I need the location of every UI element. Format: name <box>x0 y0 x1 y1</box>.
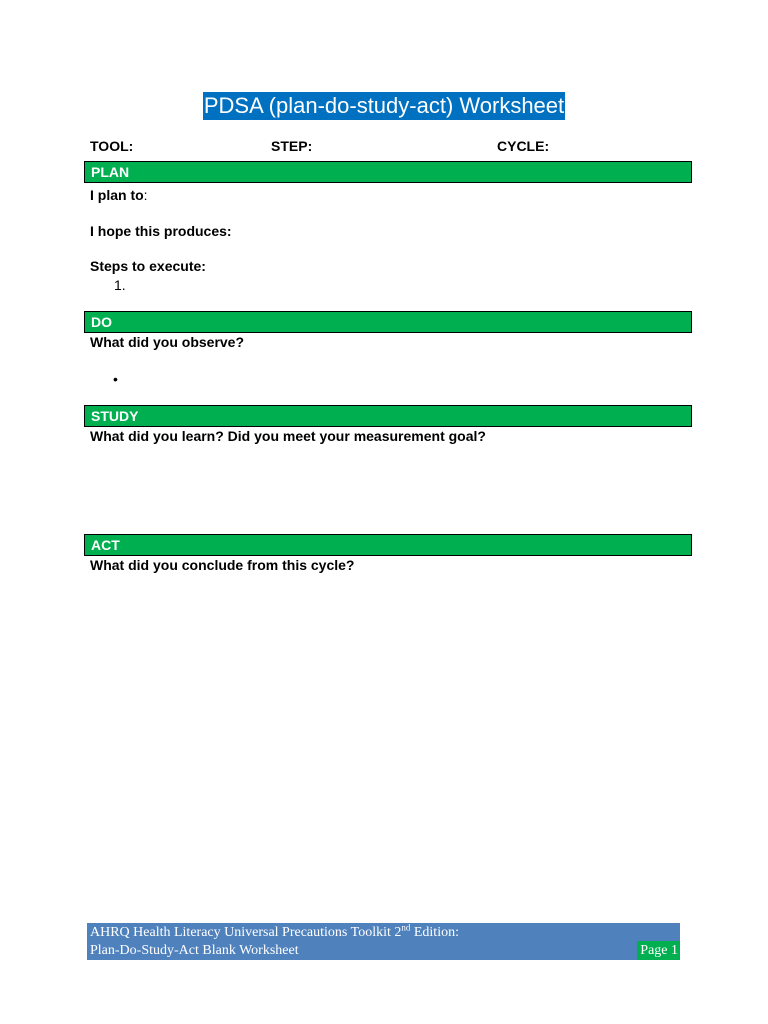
page-footer <box>87 923 680 960</box>
section-header-plan: PLAN <box>84 161 692 183</box>
title-container <box>0 92 768 120</box>
cycle-label: CYCLE: <box>497 138 550 154</box>
steps-list-item-number: 1. <box>114 277 126 293</box>
section-header-study: STUDY <box>84 405 692 427</box>
steps-prompt: Steps to execute: <box>90 258 206 274</box>
page-number-badge: Page 1 <box>637 941 680 960</box>
footer-toolkit-line <box>90 924 459 942</box>
step-label: STEP: <box>271 138 313 154</box>
hope-prompt: I hope this produces: <box>90 223 232 239</box>
plan-to-label: I plan to <box>90 187 144 203</box>
plan-to-prompt <box>90 186 148 204</box>
tool-label: TOOL: <box>90 138 134 154</box>
learn-prompt: What did you learn? Did you meet your measurement goal? <box>90 428 486 444</box>
observe-bullet: • <box>113 371 118 387</box>
footer-worksheet-line: Plan-Do-Study-Act Blank Worksheet <box>90 943 299 958</box>
footer-line1-prefix: AHRQ Health Literacy Universal Precautions Toolkit 2 <box>90 925 402 940</box>
observe-prompt: What did you observe? <box>90 334 245 350</box>
page-title: PDSA (plan-do-study-act) Worksheet <box>203 93 565 118</box>
footer-line1-sup: nd <box>401 922 411 933</box>
plan-to-colon: : <box>143 187 148 203</box>
conclude-prompt: What did you conclude from this cycle? <box>90 557 355 573</box>
meta-row <box>90 138 690 156</box>
footer-line1-suffix: Edition: <box>410 925 459 940</box>
section-header-do: DO <box>84 311 692 333</box>
section-header-act: ACT <box>84 534 692 556</box>
